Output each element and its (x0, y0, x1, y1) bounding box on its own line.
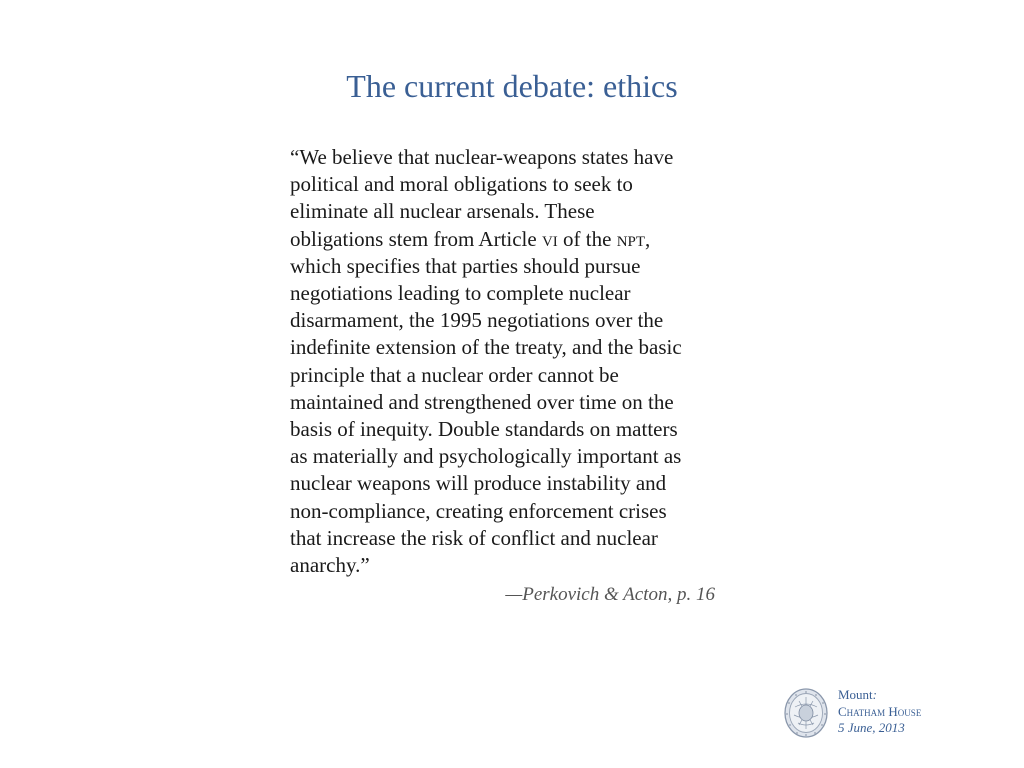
quote-line: political and moral obligations to seek to (290, 172, 633, 197)
university-seal-icon (783, 687, 829, 739)
quote-text (290, 144, 720, 579)
small-caps-abbrev: npt (616, 226, 646, 251)
footer-info (838, 687, 921, 737)
quote-line: which specifies that parties should pursue (290, 253, 641, 278)
quote-line: obligations stem from Article vi of the npt, (290, 226, 651, 251)
quote-line: basis of inequity. Double standards on matters (290, 417, 678, 442)
quote-attribution: —Perkovich & Acton, p. 16 (505, 584, 715, 606)
small-caps-abbrev: vi (541, 226, 558, 251)
quote-line: indefinite extension of the treaty, and the basic (290, 335, 682, 360)
quote-line: maintained and strengthened over time on the (290, 389, 674, 414)
quote-line: nuclear weapons will produce instability and (290, 471, 667, 496)
quote-block (290, 144, 720, 610)
quote-line: anarchy.” (290, 553, 370, 578)
footer-venue: Chatham House (838, 703, 922, 719)
slide-title: The current debate: ethics (346, 68, 678, 104)
quote-line: non-compliance, creating enforcement crises (290, 498, 667, 523)
quote-line: disarmament, the 1995 negotiations over the (290, 308, 664, 333)
quote-line: principle that a nuclear order cannot be (290, 362, 619, 387)
quote-line: negotiations leading to complete nuclear (290, 281, 631, 306)
quote-line: “We believe that nuclear-weapons states have (290, 145, 674, 169)
footer-author: Mount: (838, 687, 878, 702)
footer-date: 5 June, 2013 (838, 720, 905, 735)
quote-line: eliminate all nuclear arsenals. These (290, 199, 595, 224)
quote-line: as materially and psychologically important as (290, 444, 682, 469)
quote-line: that increase the risk of conflict and nuclear (290, 525, 658, 550)
